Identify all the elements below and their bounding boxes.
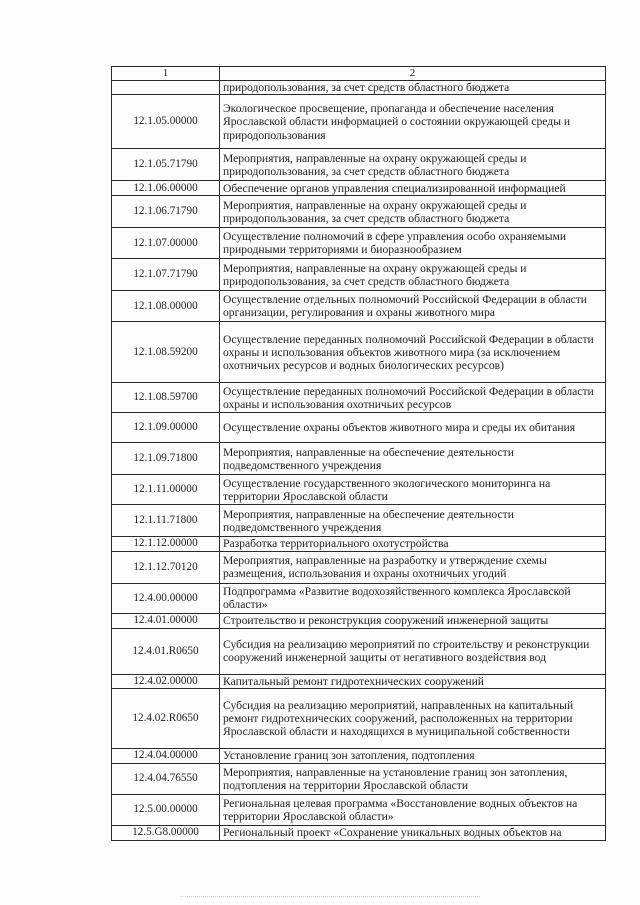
name-cell: Осуществление государственного экологического мониторинга на территории Ярославской области <box>220 475 606 505</box>
name-cell: Осуществление переданных полномочий Российской Федерации в области охраны и использования охотничьих ресурсов <box>220 383 606 413</box>
code-cell: 12.5.G8.00000 <box>112 825 220 840</box>
code-cell: 12.5.00.00000 <box>112 794 220 825</box>
table-row <box>112 259 606 291</box>
name-cell: Строительство и реконструкция сооружений инженерной защиты <box>220 613 606 628</box>
name-cell: Мероприятия, направленные на разработку и утверждение схемы размещения, использования и охраны охотничьих угодий <box>220 551 606 583</box>
table-row <box>112 291 606 322</box>
code-cell: 12.1.09.71800 <box>112 443 220 475</box>
code-cell: 12.1.09.00000 <box>112 413 220 443</box>
page-bottom-edge <box>180 896 480 898</box>
table-row <box>112 763 606 794</box>
name-cell: Мероприятия, направленные на обеспечение деятельности подведомственного учреждения <box>220 505 606 537</box>
table-row <box>112 583 606 613</box>
name-cell: Обеспечение органов управления специализированной информацией <box>220 181 606 196</box>
code-cell: 12.4.01.R0650 <box>112 628 220 674</box>
table-row <box>112 688 606 748</box>
name-cell: Осуществление полномочий в сфере управления особо охраняемыми природными территориями и биоразнообразием <box>220 228 606 259</box>
name-cell: Мероприятия, направленные на установление границ зон затопления, подтопления на территории Ярославской области <box>220 763 606 794</box>
name-cell: Капитальный ремонт гидротехнических сооружений <box>220 674 606 688</box>
code-cell: 12.1.08.00000 <box>112 291 220 322</box>
code-cell: 12.1.12.00000 <box>112 537 220 551</box>
name-cell: Региональный проект «Сохранение уникальных водных объектов на <box>220 825 606 840</box>
name-cell: Региональная целевая программа «Восстановление водных объектов на территории Ярославской области» <box>220 794 606 825</box>
name-cell: Экологическое просвещение, пропаганда и обеспечение населения Ярославской области информацией о состоянии окружающей среды и природопользования <box>220 95 606 149</box>
name-cell: Установление границ зон затопления, подтопления <box>220 748 606 763</box>
table-row <box>112 613 606 628</box>
name-cell: Мероприятия, направленные на охрану окружающей среды и природопользования, за счет средств областного бюджета <box>220 196 606 228</box>
header-col-2: 2 <box>220 67 606 81</box>
budget-codes-table <box>111 66 606 841</box>
table-row <box>112 825 606 840</box>
table-row <box>112 628 606 674</box>
code-cell: 12.1.07.71790 <box>112 259 220 291</box>
table-row <box>112 196 606 228</box>
code-cell: 12.4.01.00000 <box>112 613 220 628</box>
name-cell: Субсидия на реализацию мероприятий, направленных на капитальный ремонт гидротехнических сооружений, расположенных на территории Ярославской области и находящихся в муниципальной собственности <box>220 688 606 748</box>
table-row <box>112 413 606 443</box>
table-row <box>112 505 606 537</box>
name-cell: Мероприятия, направленные на охрану окружающей среды и природопользования, за счет средств областного бюджета <box>220 149 606 181</box>
name-cell: природопользования, за счет средств областного бюджета <box>220 81 606 95</box>
table-row <box>112 383 606 413</box>
code-cell: 12.1.12.70120 <box>112 551 220 583</box>
table-row <box>112 748 606 763</box>
name-cell: Осуществление отдельных полномочий Российской Федерации в области организации, регулирования и охраны животного мира <box>220 291 606 322</box>
name-cell: Разработка территориального охотустройства <box>220 537 606 551</box>
code-cell: 12.1.11.71800 <box>112 505 220 537</box>
table-header-row <box>112 67 606 81</box>
name-cell: Осуществление охраны объектов животного мира и среды их обитания <box>220 413 606 443</box>
code-cell: 12.1.06.00000 <box>112 181 220 196</box>
table-row <box>112 551 606 583</box>
name-cell: Подпрограмма «Развитие водохозяйственного комплекса Ярославской области» <box>220 583 606 613</box>
code-cell: 12.4.02.00000 <box>112 674 220 688</box>
code-cell: 12.4.02.R0650 <box>112 688 220 748</box>
header-col-1: 1 <box>112 67 220 81</box>
code-cell: 12.4.04.76550 <box>112 763 220 794</box>
table-row <box>112 81 606 95</box>
name-cell: Мероприятия, направленные на охрану окружающей среды и природопользования, за счет средств областного бюджета <box>220 259 606 291</box>
code-cell: 12.1.05.00000 <box>112 95 220 149</box>
name-cell: Осуществление переданных полномочий Российской Федерации в области охраны и использования объектов животного мира (за исключением охотничьих ресурсов и водных биологических ресурсов) <box>220 322 606 383</box>
code-cell <box>112 81 220 95</box>
name-cell: Мероприятия, направленные на обеспечение деятельности подведомственного учреждения <box>220 443 606 475</box>
code-cell: 12.1.08.59200 <box>112 322 220 383</box>
code-cell: 12.1.06.71790 <box>112 196 220 228</box>
table-row <box>112 475 606 505</box>
code-cell: 12.4.00.00000 <box>112 583 220 613</box>
table-row <box>112 322 606 383</box>
code-cell: 12.1.05.71790 <box>112 149 220 181</box>
code-cell: 12.4.04.00000 <box>112 748 220 763</box>
table-row <box>112 149 606 181</box>
table-row <box>112 228 606 259</box>
table-row <box>112 537 606 551</box>
table-row <box>112 443 606 475</box>
table-row <box>112 794 606 825</box>
code-cell: 12.1.08.59700 <box>112 383 220 413</box>
code-cell: 12.1.07.00000 <box>112 228 220 259</box>
code-cell: 12.1.11.00000 <box>112 475 220 505</box>
name-cell: Субсидия на реализацию мероприятий по строительству и реконструкции сооружений инженерной защиты от негативного воздействия вод <box>220 628 606 674</box>
table-row <box>112 674 606 688</box>
table-row <box>112 181 606 196</box>
table-row <box>112 95 606 149</box>
